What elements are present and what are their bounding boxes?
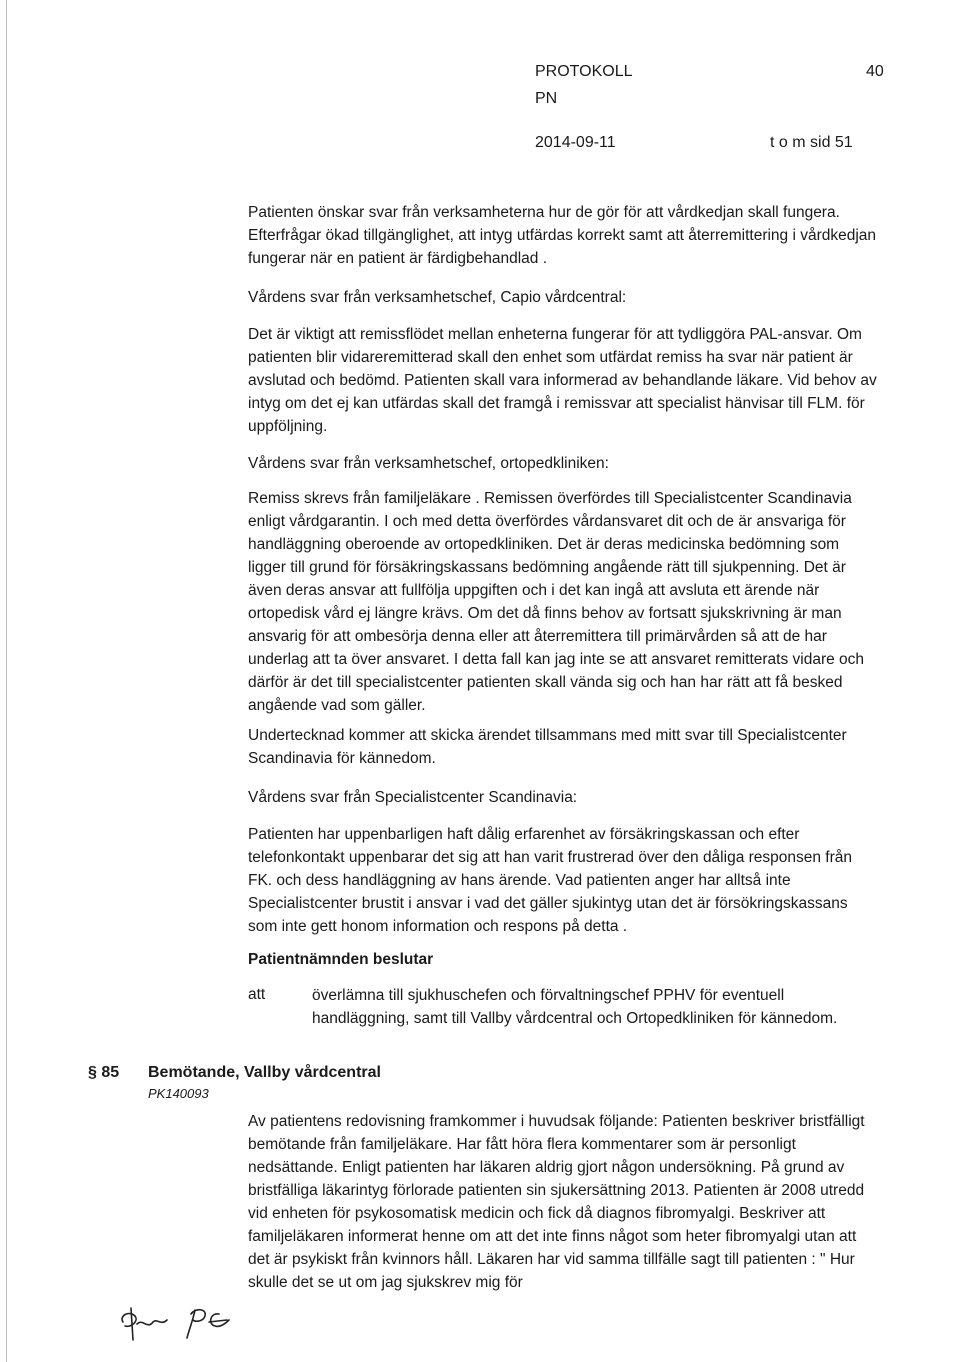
page-edge-line [6,0,7,1362]
paragraph-case-description: Av patientens redovisning framkommer i huvudsak följande: Patienten beskriver bristfälligt bemötande från familjeläkare. Har fått höra flera kommentarer som är personligt nedsättande. Enligt patienten har läkaren aldrig gjort någon undersökning. På grund av bristfälliga läkarintyg förlorade patienten sin sjukersättning 2013. Patienten är 2008 utredd vid enheten för psykosomatisk medicin och fick då diagnos fibromyalgi. Beskriver att familjeläkaren informerat henne om att det inte finns något som heter fibromyalgi utan att det är psykiskt från kvinnors håll. Läkaren har vid samma tillfälle sagt till patienten : " Hur skulle det se ut om jag sjukskrev mig för [248,1113,865,1291]
handwritten-initials [115,1300,255,1355]
protocol-date: 2014-09-11 [535,134,616,151]
decision-heading: Patientnämnden beslutar [248,951,434,968]
case-number: PK140093 [148,1086,209,1101]
protocol-title: PROTOKOLL [535,63,633,80]
page-number: 40 [866,63,884,80]
paragraph-forward-notice: Undertecknad kommer att skicka ärendet tillsammans med mitt svar till Specialistcenter Scandinavia för kännedom. [248,727,847,767]
decision-att-label: att [248,986,266,1003]
heading-ortopedkliniken-response: Vårdens svar från verksamhetschef, ortopedkliniken: [248,455,609,472]
paragraph-patient-request: Patienten önskar svar från verksamheterna hur de gör för att vårdkedjan skall fungera. Efterfrågar ökad tillgänglighet, att intyg utfärdas korrekt samt att återremittering i vårdkedjan fungerar när en patient är färdigbehandlad . [248,204,877,267]
section-title: Bemötande, Vallby vårdcentral [148,1064,381,1081]
unit-code: PN [535,90,558,107]
decision-text: överlämna till sjukhuschefen och förvaltningschef PPHV för eventuell handläggning, samt till Vallby vårdcentral och Ortopedkliniken för kännedom. [312,987,838,1027]
paragraph-capio-response: Det är viktigt att remissflödet mellan enheterna fungerar för att tydliggöra PAL-ansvar. Om patienten blir vidareremitterad skall den enhet som utfärdat remiss ha svar när patient är avslutad och bedömd. Patienten skall vara informerad av behandlande läkare. Vid behov av intyg om det ej kan utfärdas skall det framgå i remissvar att specialist hänvisar till FLM. för uppföljning. [248,326,877,435]
page-range: t o m sid 51 [770,134,853,151]
paragraph-specialistcenter-response: Patienten har uppenbarligen haft dålig erfarenhet av försäkringskassan och efter telefonkontakt uppenbarar det sig att han varit frustrerad över den dåliga responsen från FK. och dess handläggning av hans ärende. Vad patienten anger har alltså inte Specialistcenter brustit i ansvar i vad det gäller sjukintyg utan det är försökringskassans som inte gett honom information och respons på detta . [248,826,853,935]
heading-capio-response: Vårdens svar från verksamhetschef, Capio vårdcentral: [248,289,627,306]
heading-specialistcenter-response: Vårdens svar från Specialistcenter Scandinavia: [248,789,578,806]
paragraph-ortopedkliniken-response: Remiss skrevs från familjeläkare . Remissen överfördes till Specialistcenter Scandinavia enligt vårdgarantin. I och med detta överfördes vårdansvaret dit och de är ansvariga för handläggning oberoende av ortopedkliniken. Det är deras medicinska bedömning som ligger till grund för försäkringskassans bedömning angående rätt till sjukpenning. Det är även deras ansvar att fullfölja uppgiften och i det kan ingå att avsluta ett ärende när ortopedisk vård ej längre krävs. Om det då finns behov av fortsatt sjukskrivning är man ansvarig för att ombesörja denna eller att återremittera till primärvården så att de har underlag att ta över ansvaret. I detta fall kan jag inte se att ansvaret remitterats vidare och därför är det till specialistcenter patienten skall vända sig och han har rätt att få besked angående vad som gäller. [248,490,865,714]
section-number: § 85 [88,1064,120,1081]
